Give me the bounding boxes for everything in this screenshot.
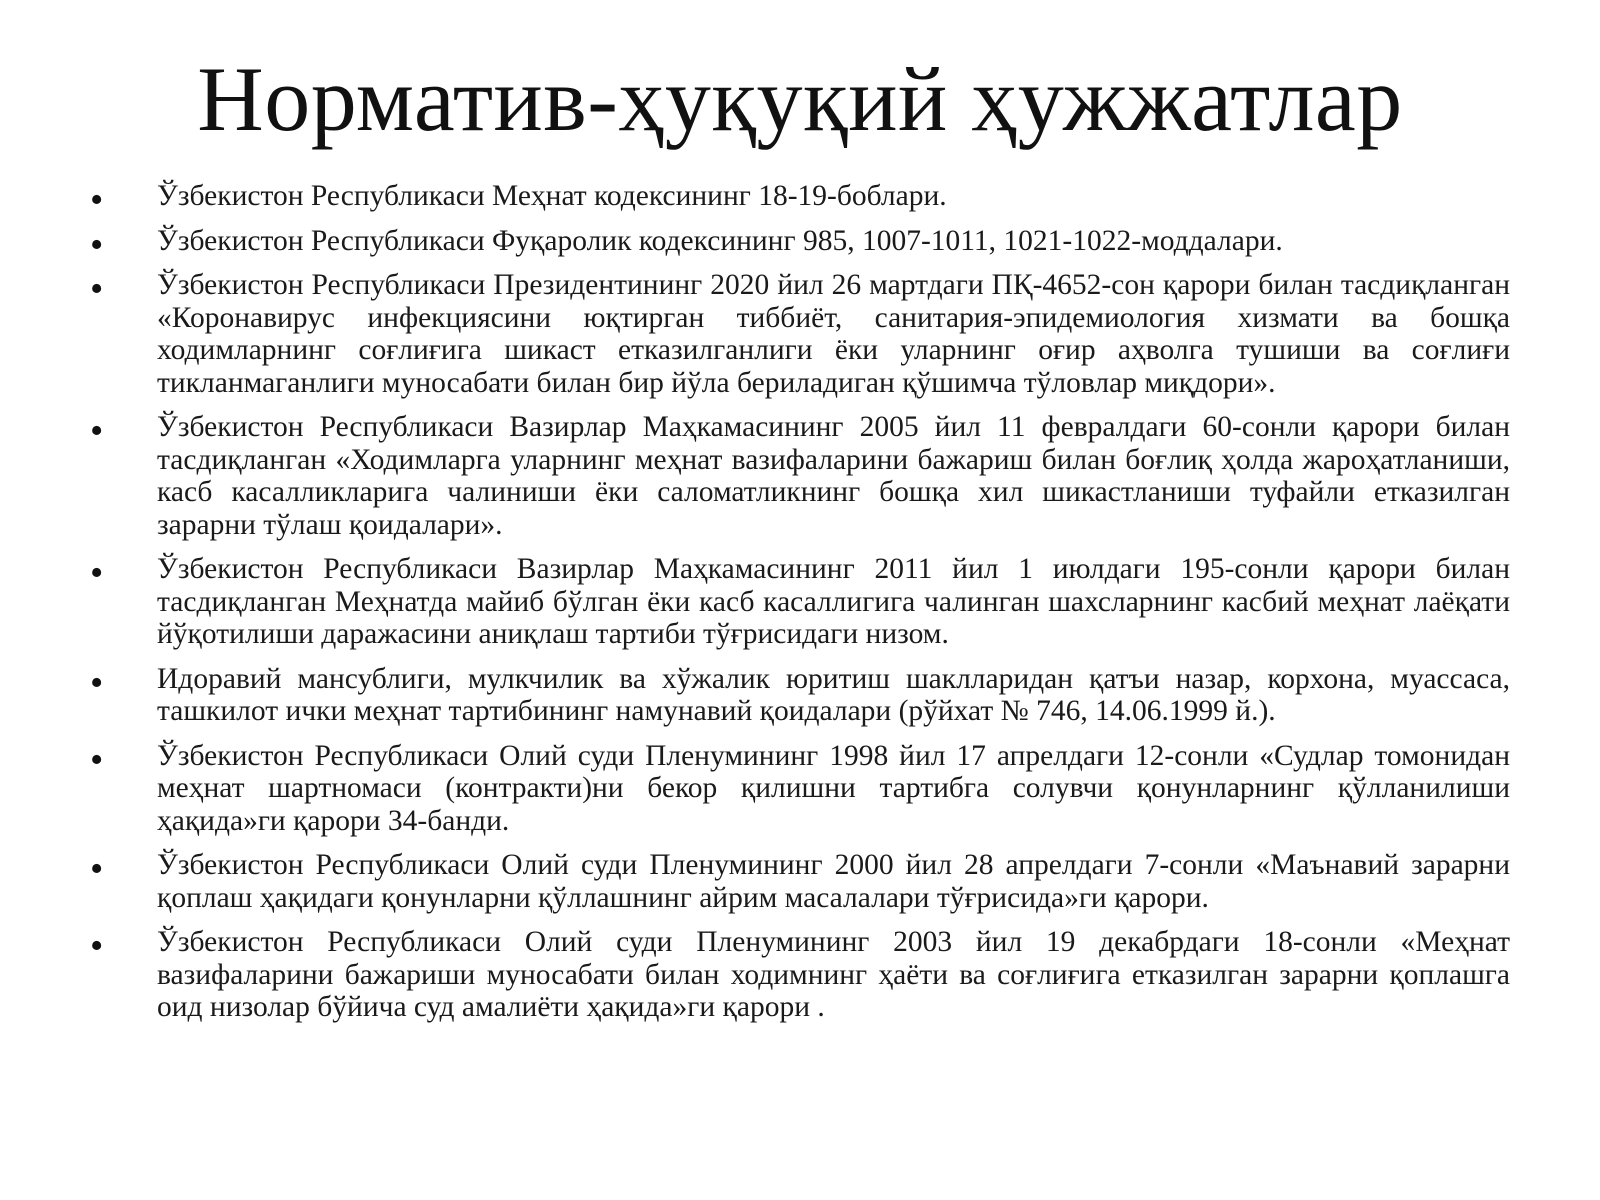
- bullet-icon: •: [90, 738, 104, 781]
- list-item-text: Ўзбекистон Республикаси Фуқаролик кодексининг 985, 1007-1011, 1021-1022-моддалари.: [157, 224, 1283, 257]
- document-list: [90, 180, 1510, 1036]
- list-item-text: Ўзбекистон Республикаси Олий суди Пленумининг 1998 йил 17 апрелдаги 12-сонли «Судлар томонидан меҳнат шартномаси (контракти)ни бекор қилишни тартибга солувчи қонунларнинг қўлланилиши ҳақида»ги қарори 34-банди.: [157, 739, 1510, 837]
- list-item-text: Ўзбекистон Республикаси Олий суди Пленумининг 2003 йил 19 декабрдаги 18-сонли «Меҳнат вазифаларини бажариши муносабати билан ходимнинг ҳаёти ва соғлиғига етказилган зарарни қоплашга оид низолар бўйича суд амалиёти ҳақида»ги қарори .: [157, 926, 1510, 1023]
- slide-title: Норматив-ҳуқуқий ҳужжатлар: [197, 48, 1403, 150]
- list-item: [90, 179, 1510, 221]
- bullet-icon: •: [90, 661, 104, 704]
- list-item: [90, 663, 1510, 728]
- bullet-icon: •: [90, 410, 104, 452]
- bullet-icon: •: [90, 848, 104, 890]
- list-item-text: Ўзбекистон Республикаси Меҳнат кодексининг 18-19-боблари.: [157, 180, 947, 212]
- list-item: [90, 411, 1510, 541]
- bullet-icon: •: [90, 268, 104, 310]
- list-item-text: Ўзбекистон Республикаси Вазирлар Маҳкамасининг 2005 йил 11 февралдаги 60-сонли қарори билан тасдиқланган «Ходимларга уларнинг меҳнат вазифаларини бажариш билан боғлиқ ҳолда жароҳатланиши, касб касалликларига чалиниши ёки саломатликнинг бошқа хил шикастланиши туфайли етказилган зарарни тўлаш қоидалари».: [157, 411, 1510, 541]
- bullet-icon: •: [90, 179, 104, 221]
- list-item: [90, 926, 1510, 1024]
- list-item: [90, 740, 1510, 838]
- list-item-text: Ўзбекистон Республикаси Президентининг 2020 йил 26 мартдаги ПҚ-4652-сон қарори билан тасдиқланган «Коронавирус инфекциясини юқтирган тиббиёт, санитария-эпидемиология хизмати ва бошқа ходимларнинг соғлиғига шикаст етказилганлиги ёки уларнинг оғир аҳволга тушиши ва соғлиғи тикланмаганлиги муносабати билан бир йўла бериладиган қўшимча тўловлар миқдори».: [157, 269, 1510, 399]
- bullet-icon: •: [90, 552, 104, 594]
- list-item-text: Идоравий мансублиги, мулкчилик ва хўжалик юритиш шаклларидан қатъи назар, корхона, муассаса, ташкилот ички меҳнат тартибининг намунавий қоидалари (рўйхат № 746, 14.06.1999 й.).: [157, 662, 1510, 727]
- bullet-icon: •: [90, 925, 104, 967]
- list-item: [90, 269, 1510, 399]
- list-item: [90, 553, 1510, 651]
- bullet-icon: •: [90, 223, 104, 266]
- list-item: [90, 223, 1510, 266]
- list-item-text: Ўзбекистон Республикаси Вазирлар Маҳкамасининг 2011 йил 1 июлдаги 195-сонли қарори билан тасдиқланган Меҳнатда майиб бўлган ёки касб касаллигига чалинган шахсларнинг касбий меҳнат лаёқати йўқотилиши даражасини аниқлаш тартиби тўғрисидаги низом.: [157, 553, 1510, 650]
- list-item: [90, 849, 1510, 914]
- list-item-text: Ўзбекистон Республикаси Олий суди Пленумининг 2000 йил 28 апрелдаги 7-сонли «Маънавий зарарни қоплаш ҳақидаги қонунларни қўллашнинг айрим масалалари тўғрисида»ги қарори.: [157, 849, 1510, 914]
